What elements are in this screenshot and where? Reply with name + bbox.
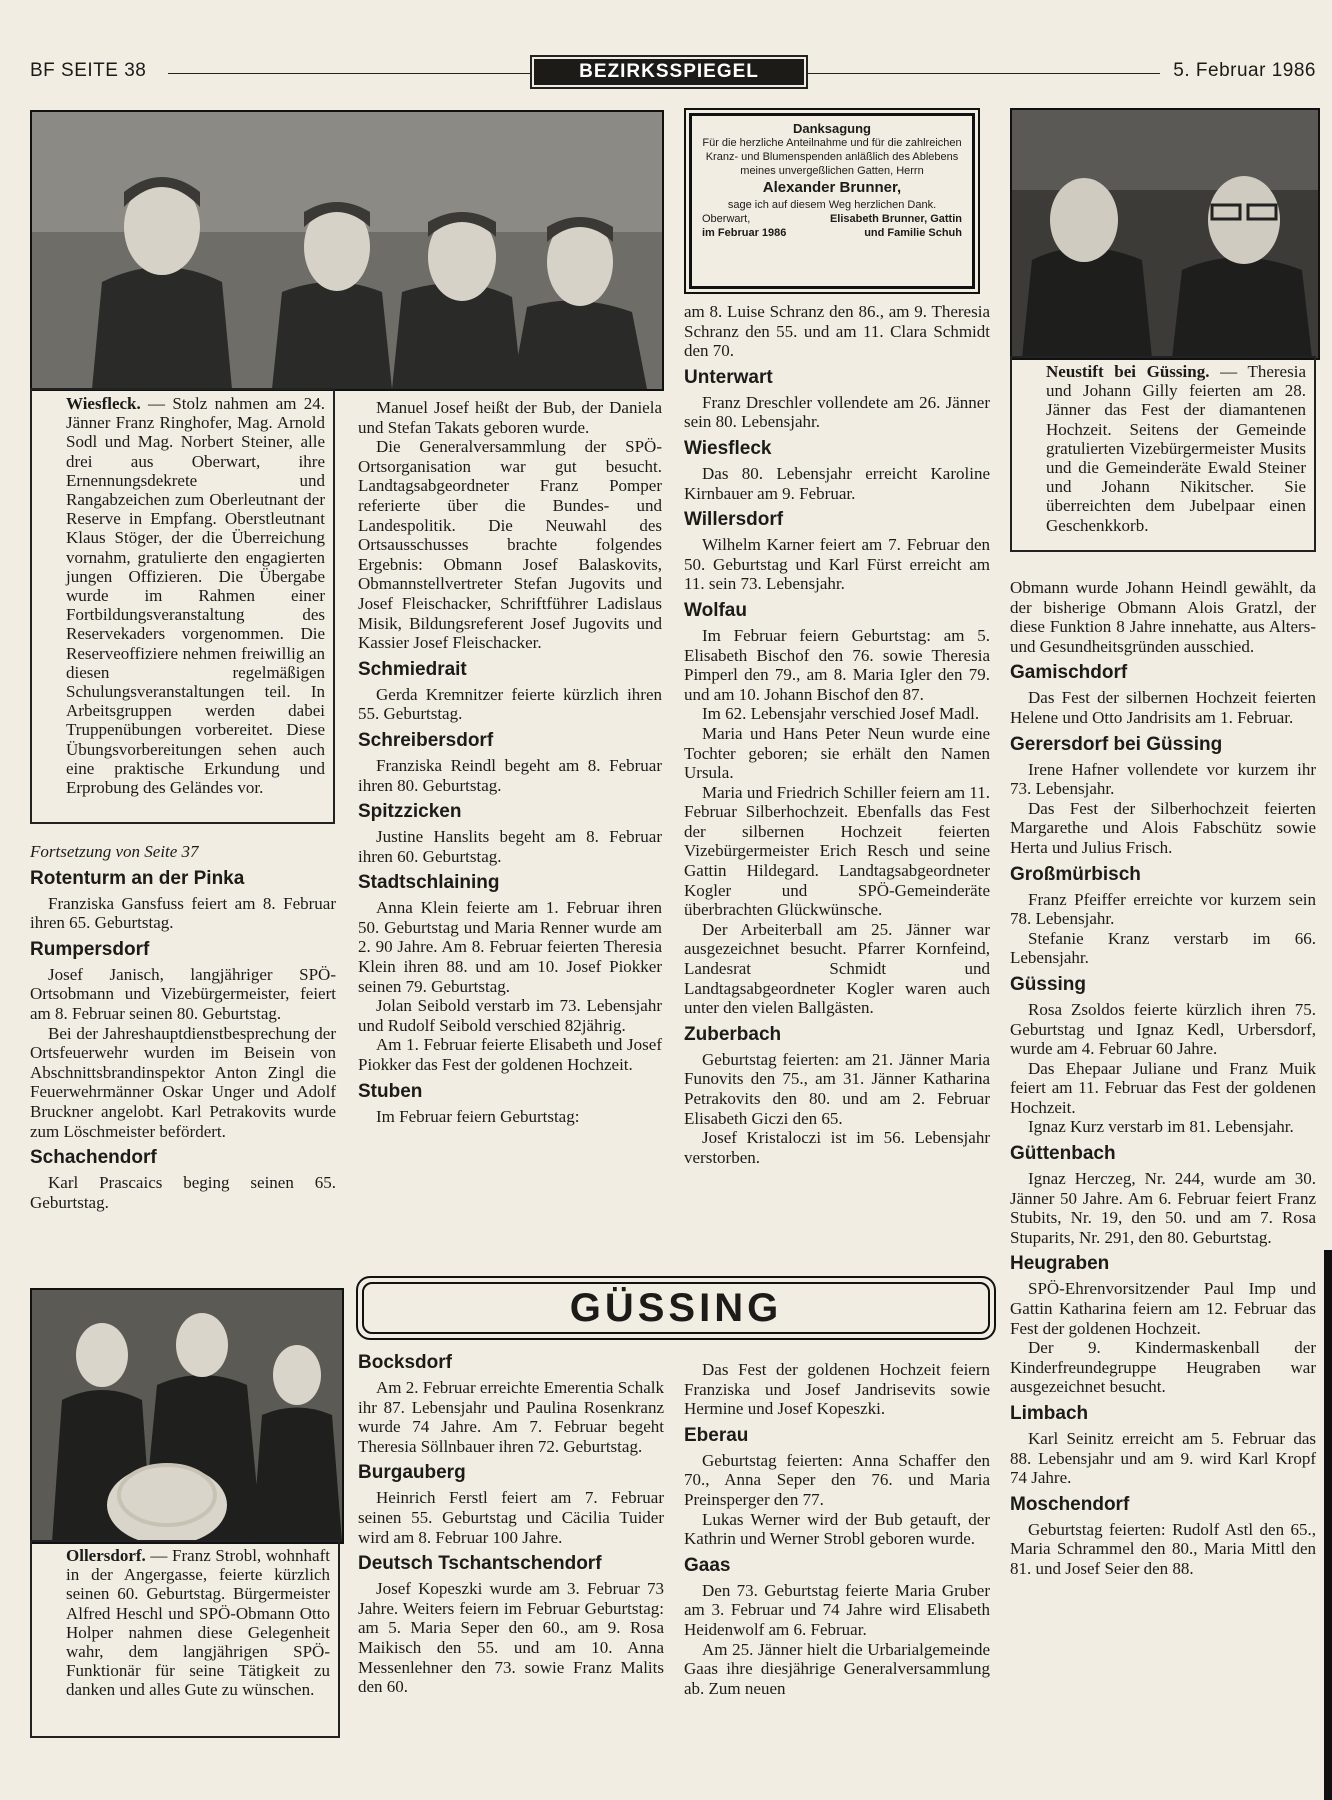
notice-text: Für die herzliche Anteilnahme und für die zahlreichen Kranz- und Blumenspenden anläßlich des Ablebens meines unvergeßlichen Gatten, Herrn bbox=[702, 137, 962, 177]
heading-bocksdorf: Bocksdorf bbox=[358, 1352, 452, 1373]
article-text: Anna Klein feierte am 1. Februar ihren 50. Geburtstag und Maria Renner wurde am 2. 90 Jahre. Am 8. Februar feierten Theresia Klein ihren 88. und am 10. Josef Piokker seinen 79. Geburtstag. bbox=[358, 898, 662, 996]
article-text: Das Fest der goldenen Hochzeit feiern Franziska und Josef Jandrisevits sowie Hermine und Josef Kopeszki. bbox=[684, 1360, 990, 1419]
heading-gerersdorf: Gerersdorf bei Güssing bbox=[1010, 733, 1223, 755]
article-text: Der Arbeiterball am 25. Jänner war ausgezeichnet besucht. Pfarrer Kornfeind, Landesrat Schmidt und Landtagsabgeordneter Kogler waren auch unter den vielen Ballgästen. bbox=[684, 919, 990, 1018]
continuation-note: Fortsetzung von Seite 37 bbox=[30, 842, 199, 861]
heading-eberau: Eberau bbox=[684, 1424, 749, 1446]
heading-spitzzicken: Spitzzicken bbox=[358, 801, 462, 823]
section-label: BEZIRKSSPIEGEL bbox=[530, 55, 808, 89]
heading-schmiedrait: Schmiedrait bbox=[358, 658, 467, 680]
column-2 bbox=[358, 398, 662, 1126]
caption-neustift: Neustift bei Güssing. — Theresia und Johann Gilly feierten am 28. Jänner das Fest der diamantenen Hochzeit. Seitens der Gemeinde gratulierten Vizebürgermeister Musits und die Gemeinderäte Ewald Steiner und Johann Nikitscher. Sie überreichten dem Jubelpaar einen Geschenkkorb. bbox=[1010, 356, 1316, 552]
article-text: Stefanie Kranz verstarb im 66. Lebensjahr. bbox=[1010, 928, 1316, 968]
heading-rotenturm: Rotenturm an der Pinka bbox=[30, 867, 245, 889]
caption-wiesfleck: Wiesfleck. — Stolz nahmen am 24. Jänner Franz Ringhofer, Mag. Arnold Sodl und Mag. Norbert Steiner, alle drei aus Oberwart, ihre Ernennungsdekrete und Rangabzeichen zum Oberleutnant der Reserve in Empfang. Oberstleutnant Klaus Stöger, der die Überreichung vornahm, gratulierte den engagierten jungen Offizieren. Die Übergabe wurde im Rahmen einer Fortbildungsveranstaltung des Reservekaders vorgenommen. Die Reserveoffiziere nehmen freiwillig an diesen regelmäßigen Schulungsveranstaltungen teil. In Arbeitsgruppen werden dabei Truppenübungen vorbereitet. Diese Übungsvorbereitungen sehen auch eine praktische Erkundung und Erprobung des Geländes vor. bbox=[30, 388, 335, 824]
article-text: Den 73. Geburtstag feierte Maria Gruber am 3. Februar und 74 Jahre wird Elisabeth Heidenwolf am 6. Februar. bbox=[684, 1580, 990, 1639]
heading-gaas: Gaas bbox=[684, 1554, 731, 1576]
article-text: Josef Janisch, langjähriger SPÖ-Ortsobmann und Vizebürgermeister, feiert am 8. Februar seinen 80. Geburtstag. bbox=[30, 964, 336, 1023]
article-text: Franz Pfeiffer erreichte vor kurzem sein 78. Lebensjahr. bbox=[1010, 889, 1316, 929]
article-text: Gerda Kremnitzer feierte kürzlich ihren 55. Geburtstag. bbox=[358, 684, 662, 724]
heading-rumpersdorf: Rumpersdorf bbox=[30, 938, 150, 960]
heading-schachendorf: Schachendorf bbox=[30, 1147, 157, 1169]
article-text: Rosa Zsoldos feierte kürzlich ihren 75. Geburtstag und Ignaz Kedl, Urbersdorf, wurde am 4. Februar 60 Jahre. bbox=[1010, 999, 1316, 1059]
article-text: Die Generalversammlung der SPÖ-Ortsorganisation war gut besucht. Landtagsabgeordneter Franz Pomper referierte über die Bundes- und Landespolitik. Die Neuwahl des Ortsausschusses brachte folgendes Ergebnis: Obmann Josef Balaskovits, Obmannstellvertreter Stefan Jugovits und Josef Fleischacker, Schriftführer Ladislaus Misik, Bildungsreferent Josef Jugovits und Kassier Josef Fleischacker. bbox=[358, 437, 662, 653]
column-3 bbox=[684, 302, 990, 1167]
article-text: Manuel Josef heißt der Bub, der Daniela und Stefan Takats geboren wurde. bbox=[358, 398, 662, 437]
column-4 bbox=[1010, 578, 1316, 1579]
article-text: Ignaz Herczeg, Nr. 244, wurde am 30. Jänner 50 Jahre. Am 6. Februar feiert Franz Stubits, Nr. 19, den 50. und am 7. Rosa Stuparits, Nr. 291, den 80. Geburtstag. bbox=[1010, 1169, 1316, 1247]
article-text: Am 1. Februar feierte Elisabeth und Josef Piokker das Fest der goldenen Hochzeit. bbox=[358, 1035, 662, 1075]
article-text: Maria und Friedrich Schiller feiern am 11. Februar Silberhochzeit. Ebenfalls das Fest der silbernen Hochzeit feierten Vizebürgermeister Erich Resch und seine Gattin Hildegard. Landtagsabgeordneter Kogler und SPÖ-Gemeinderäte überbrachten Glückwünsche. bbox=[684, 782, 990, 920]
notice-title: Danksagung bbox=[792, 121, 871, 136]
article-text: Geburtstag feierten: Anna Schaffer den 70., Anna Seper den 76. und Maria Preinsperger den 77. bbox=[684, 1450, 990, 1509]
notice-month: im Februar 1986 bbox=[702, 227, 787, 239]
article-text: Heinrich Ferstl feiert am 7. Februar seinen 55. Geburtstag und Cäcilia Tuider wird am 8. Februar 100 Jahre. bbox=[358, 1488, 664, 1547]
heading-guessing: Güssing bbox=[1010, 973, 1087, 995]
article-text: Am 25. Jänner hielt die Urbarialgemeinde Gaas ihre diesjährige Generalversammlung ab. Zum neuen bbox=[684, 1639, 990, 1698]
article-text: Ignaz Kurz verstarb im 81. Lebensjahr. bbox=[1028, 1117, 1294, 1137]
header-rule-right bbox=[808, 73, 1160, 74]
article-text: Karl Seinitz erreicht am 5. Februar das 88. Lebensjahr und am 9. wird Karl Kropf 74 Jahre. bbox=[1010, 1429, 1316, 1488]
article-text: Franziska Gansfuss feiert am 8. Februar ihren 65. Geburtstag. bbox=[30, 893, 336, 933]
heading-burgauberg: Burgauberg bbox=[358, 1462, 466, 1484]
heading-stuben: Stuben bbox=[358, 1080, 423, 1102]
notice-place: Oberwart, bbox=[702, 213, 751, 225]
article-text: am 8. Luise Schranz den 86., am 9. Theresia Schranz den 55. und am 11. Clara Schmidt den 70. bbox=[684, 302, 990, 361]
article-text: Justine Hanslits begeht am 8. Februar ihren 60. Geburtstag. bbox=[358, 827, 662, 866]
heading-limbach: Limbach bbox=[1010, 1403, 1089, 1424]
article-text: Das Ehepaar Juliane und Franz Muik feiert am 11. Februar das Fest der goldenen Hochzeit. bbox=[1010, 1058, 1316, 1117]
notice-signer: Elisabeth Brunner, Gattin bbox=[829, 213, 962, 225]
article-text: Lukas Werner wird der Bub getauft, der Kathrin und Werner Strobl geboren wurde. bbox=[684, 1509, 990, 1549]
photo-image bbox=[1012, 110, 1318, 358]
article-text: Der 9. Kindermaskenball der Kinderfreundegruppe Heugraben war ausgezeichnet besucht. bbox=[1010, 1338, 1316, 1397]
page-number: BF SEITE 38 bbox=[30, 60, 147, 81]
article-text: Wilhelm Karner feiert am 7. Februar den 50. Geburtstag und Karl Fürst erreicht am 11. sein 73. Lebensjahr. bbox=[684, 535, 990, 594]
article-text: Jolan Seibold verstarb im 73. Lebensjahr und Rudolf Seibold verschied 82jährig. bbox=[358, 996, 662, 1035]
photo-image bbox=[32, 1290, 342, 1542]
photo-wiesfleck-officers bbox=[30, 110, 664, 391]
article-text: Das 80. Lebensjahr erreicht Karoline Kirnbauer am 9. Februar. bbox=[684, 463, 990, 503]
article-text: Karl Prascaics beging seinen 65. Geburtstag. bbox=[30, 1173, 336, 1212]
article-text: Maria und Hans Peter Neun wurde eine Tochter geboren; sie erhält den Namen Ursula. bbox=[684, 723, 990, 783]
page-edge-shadow bbox=[1324, 1250, 1332, 1800]
caption-ollersdorf: Ollersdorf. — Franz Strobl, wohnhaft in der Angergasse, feierte kürzlich seinen 60. Geburtstag. Bürgermeister Alfred Heschl und SPÖ-Obmann Otto Holper nahmen diese Gelegenheit wahr, dem langjährigen SPÖ-Funktionär für seine Tätigkeit zu danken und alles Gute zu wünschen. bbox=[30, 1540, 340, 1738]
article-text: Irene Hafner vollendete vor kurzem ihr 73. Lebensjahr. bbox=[1010, 759, 1316, 799]
photo-ollersdorf bbox=[30, 1288, 344, 1544]
issue-date: 5. Februar 1986 bbox=[1173, 60, 1316, 81]
danksagung-notice bbox=[684, 108, 980, 294]
header-rule-left bbox=[168, 73, 530, 74]
article-text: Obmann wurde Johann Heindl gewählt, da der bisherige Obmann Alois Gratzl, der diese Funktion 8 Jahre innehatte, aus Alters- und Gesundheitsgründen ausschied. bbox=[1010, 578, 1316, 656]
notice-thanks: sage ich auf diesem Weg herzlichen Dank. bbox=[727, 199, 937, 211]
article-text: Im 62. Lebensjahr verschied Josef Madl. bbox=[702, 704, 980, 724]
article-text: SPÖ-Ehrenvorsitzender Paul Imp und Gattin Katharina feiern am 12. Februar das Fest der goldenen Hochzeit. bbox=[1010, 1279, 1316, 1338]
heading-zuberbach: Zuberbach bbox=[684, 1023, 782, 1045]
column-2-guessing bbox=[358, 1352, 664, 1697]
heading-schreibersdorf: Schreibersdorf bbox=[358, 729, 494, 751]
heading-willersdorf: Willersdorf bbox=[684, 509, 784, 531]
article-text: Geburtstag feierten: Rudolf Astl den 65., Maria Schrammel den 80., Maria Mittl den 81. und Josef Seier den 88. bbox=[1010, 1519, 1316, 1578]
heading-moschendorf: Moschendorf bbox=[1010, 1493, 1130, 1515]
photo-neustift-couple bbox=[1010, 108, 1320, 360]
article-text: Geburtstag feierten: am 21. Jänner Maria Funovits den 75., am 31. Jänner Katharina Petrakovits den 80. und am 2. Februar Elisabeth Giczi den 65. bbox=[684, 1049, 990, 1128]
heading-heugraben: Heugraben bbox=[1010, 1253, 1110, 1275]
notice-family: und Familie Schuh bbox=[864, 227, 962, 239]
article-text: Im Februar feiern Geburtstag: bbox=[376, 1106, 580, 1126]
article-text: Das Fest der silbernen Hochzeit feierten Helene und Otto Jandrisits am 1. Februar. bbox=[1010, 688, 1316, 727]
article-text: Am 2. Februar erreichte Emerentia Schalk ihr 87. Lebensjahr und Paulina Rosenkranz wurde 74 Jahre. Am 7. Februar begeht Theresia Söllnbauer ihren 72. Geburtstag. bbox=[358, 1378, 664, 1456]
column-3-guessing bbox=[684, 1360, 990, 1698]
article-text: Josef Kopeszki wurde am 3. Februar 73 Jahre. Weiters feiern im Februar Geburtstag: am 5. Maria Seper den 60., am 9. Rosa Maikisch den 55. und am 10. Anna Messenlehner den 73. sowie Franz Malits den 60. bbox=[358, 1579, 664, 1697]
article-text: Bei der Jahreshauptdienstbesprechung der Ortsfeuerwehr wurden im Beisein von Abschnittsbrandinspektor Anton Zingl die Feuerwehrmänner Oskar Unger und Adolf Bruckner angelobt. Karl Petrakovits wurde zum Löschmeister befördert. bbox=[30, 1023, 336, 1141]
banner-title: GÜSSING bbox=[362, 1282, 990, 1334]
heading-unterwart: Unterwart bbox=[684, 366, 773, 388]
section-banner bbox=[356, 1276, 996, 1340]
article-text: Im Februar feiern Geburtstag: am 5. Elisabeth Bischof den 76. sowie Theresia Pimperl den 79., am 8. Maria Igler den 79. und am 10. Johann Bischof den 87. bbox=[684, 625, 990, 704]
column-1 bbox=[30, 842, 336, 1212]
heading-deutsch-tschantschendorf: Deutsch Tschantschendorf bbox=[358, 1553, 602, 1575]
heading-grossmuerbisch: Großmürbisch bbox=[1010, 863, 1141, 885]
notice-name: Alexander Brunner, bbox=[762, 179, 902, 196]
heading-wolfau: Wolfau bbox=[684, 599, 747, 621]
article-text: Franziska Reindl begeht am 8. Februar ihren 80. Geburtstag. bbox=[358, 755, 662, 795]
heading-gamischdorf: Gamischdorf bbox=[1010, 662, 1128, 684]
article-text: Das Fest der Silberhochzeit feierten Margarethe und Alois Fabschütz sowie Herta und Julius Frisch. bbox=[1010, 798, 1316, 857]
photo-image bbox=[32, 112, 662, 389]
heading-guettenbach: Güttenbach bbox=[1010, 1143, 1116, 1165]
article-text: Josef Kristaloczi ist im 56. Lebensjahr verstorben. bbox=[684, 1128, 990, 1167]
heading-stadtschlaining: Stadtschlaining bbox=[358, 872, 500, 894]
article-text: Franz Dreschler vollendete am 26. Jänner sein 80. Lebensjahr. bbox=[684, 392, 990, 432]
heading-wiesfleck: Wiesfleck bbox=[684, 437, 772, 459]
